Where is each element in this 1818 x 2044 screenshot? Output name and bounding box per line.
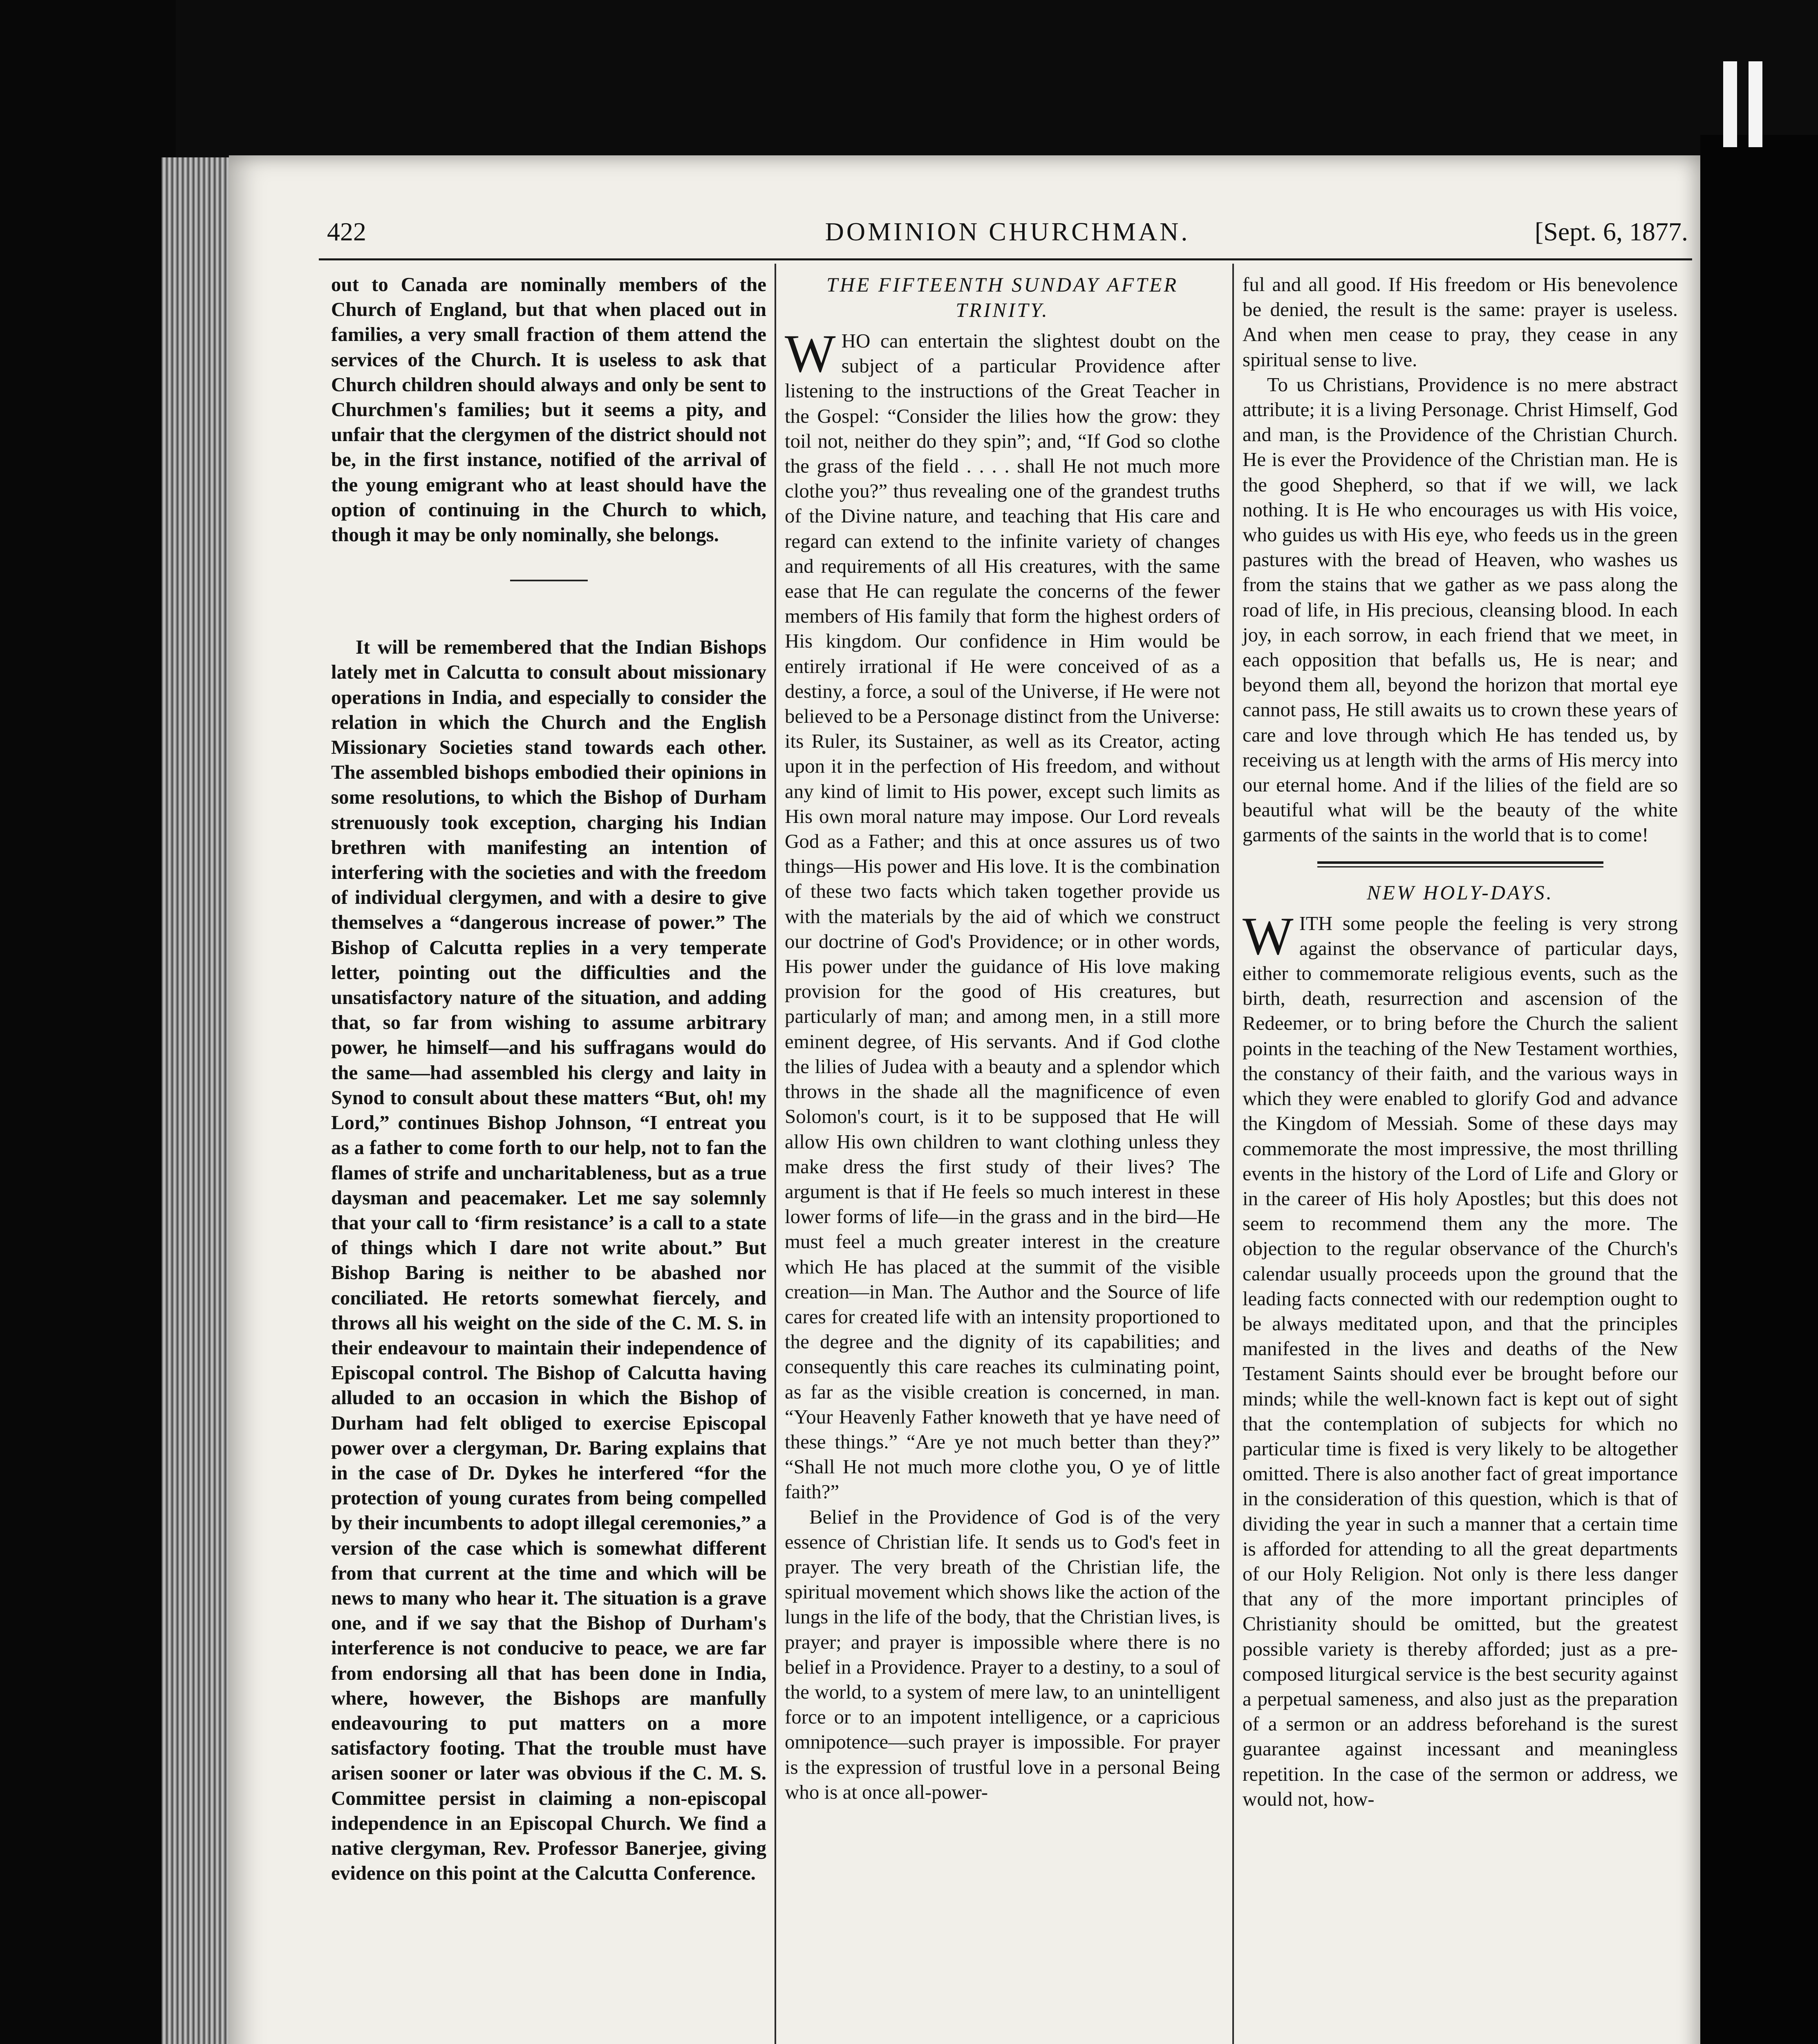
column-left — [331, 272, 766, 1885]
clip-mark-top-1 — [1723, 61, 1737, 147]
scan-background-left — [0, 0, 176, 2044]
drop-cap: W — [1243, 905, 1294, 966]
publication-title: DOMINION CHURCHMAN. — [825, 217, 1190, 246]
newspaper-page — [229, 155, 1700, 2044]
header-rule — [319, 258, 1692, 260]
page-number: 422 — [327, 217, 366, 246]
article-text: HO can entertain the slightest doubt on the subject of a particular Providence after listening to the instructions of the Great Teacher in the Gospel: “Consider the lilies how the grow: they toil not, neither do they spin”; and, “If God so clothe the grass of the field . . . . shall He not much more clothe you?” thus revealing one of the grandest truths of the Divine nature, and teaching that His care and regard can extend to the infinite variety of changes and requirements of all His creatures, with the same ease that He can regulate the concerns of the fewer members of His family that form the highest orders of His kingdom. Our confidence in Him would be entirely irrational if He were conceived of as a destiny, a force, a soul of the Universe, if He were not believed to be a Personage distinct from the Universe: its Ruler, its Sustainer, as well as its Creator, acting upon it in the perfection of His freedom, and without any kind of limit to His power, except such limits as His own moral nature may impose. Our Lord reveals God as a Father; and this at once assures us of two things—His power and His love. It is the combination of these two facts which taken together provide us with the materials by the aid of which we construct our doctrine of God's Providence; or in other words, His power under the guidance of His love making provision for the good of His creatures, but particularly of man; and among men, in a still more eminent degree, of His servants. And if God clothe the lilies of Judea with a beauty and a splendor which throws in the shade all the magnificence of even Solomon's court, is it to be supposed that He will allow His own children to want clothing unless they make dress the first study of their lives? The argument is that if He feels so much interest in these lower forms of life—in the grass and in the bird—He must feel a much greater interest in the creature which He has placed at the summit of the visible creation—in Man. The Author and the Source of life cares for created life with an intensity proportioned to the degree and the dignity of its capabilities; and consequently this care reaches its culminating point, as far as the visible creation is concerned, in man. “Your Heavenly Father knoweth that ye have need of these things.” “Are ye not much better than they?” “Shall He not much more clothe you, O ye of little faith?” — [785, 329, 1220, 1503]
section-divider — [1317, 861, 1603, 867]
column-right — [1243, 272, 1678, 1811]
article-paragraph — [1243, 905, 1678, 1811]
scan-background-right — [1700, 135, 1818, 2044]
article-paragraph: out to Canada are nominally members of the Church of England, but that when placed out in families, a very small fraction of them attend the services of the Church. It is useless to ask that Church children should always and only be sent to Churchmen's families; but it seems a pity, and unfair that the clergymen of the district should not be, in the first instance, notified of the arrival of the young emigrant who at least should have the option of continuing in the Church to which, though it may be only nominally, she belongs. — [331, 273, 766, 546]
article-paragraph: ful and all good. If His freedom or His benevolence be denied, the result is the same: prayer is useless. And when men cease to pray, they cease in any spiritual sense to live. — [1243, 273, 1678, 371]
article-paragraph — [785, 323, 1220, 1504]
article-paragraph: To us Christians, Providence is no mere abstract attribute; it is a living Personage. Christ Himself, God and man, is the Providence of the Christian Church. He is ever the Providence of the Christian man. He is the good Shepherd, so that if we will, we lack nothing. It is He who encourages us with His voice, who guides us with His eye, who feeds us in the green pastures with the bread of Heaven, who washes us from the stains that we gather as we pass along the road of life, in His precious, cleansing blood. In each joy, in each sorrow, in each friend that we meet, in each opposition that befalls us, He is near; and beyond them all, beyond the horizon that mortal eye cannot pass, He still awaits us to crown these years of care and love through which He has tended us, by receiving us at length with the arms of His mercy into our eternal home. And if the lilies of the field are so beautiful what will be the beauty of the white garments of the saints in the world that is to come! — [1243, 373, 1678, 846]
column-middle — [785, 272, 1220, 1804]
article-heading: NEW HOLY-DAYS. — [1366, 881, 1554, 904]
article-text: ITH some people the feeling is very strong against the observance of particular days, either to commemorate religious events, such as the birth, death, resurrection and ascension of the Redeemer, or to bring before the Church the salient points in the teaching of the New Testament worthies, the constancy of their faith, and the various ways in which they were enabled to glorify God and advance the Kingdom of Messiah. Some of these days may commemorate the most impressive, the most thrilling events in the history of the Lord of Life and Glory or in the career of His holy Apostles; but this does not seem to recommend them any the more. The objection to the regular observance of the Church's calendar usually proceeds upon the ground that the leading facts connected with our redemption ought to be always meditated upon, and that the principles manifested in the lives and deaths of the New Testament Saints should ever be brought before our minds; while the well-known fact is kept out of sight that the contemplation of subjects for which no particular time is fixed is very likely to be altogether omitted. There is also another fact of great importance in the consideration of this question, which is that of dividing the year in such a manner that a certain time is afforded for attending to all the great departments of our Holy Religion. Not only is there less danger that any of the more important principles of Christianity should be omitted, but the greatest possible variety is thereby afforded; just as a pre-composed liturgical service is the best security against a perpetual sameness, and also just as the preparation of a sermon or an address beforehand is the surest guarantee against incessant and meaningless repetition. In the case of the sermon or address, we would not, how- — [1243, 912, 1678, 1810]
article-paragraph: It will be remembered that the Indian Bishops lately met in Calcutta to consult about missionary operations in India, and especially to consider the relation in which the Church and the English Missionary Societies stand towards each other. The assembled bishops embodied their opinions in some resolutions, to which the Bishop of Durham strenuously took exception, charging his Indian brethren with manifesting an intention of interfering with the societies and with the freedom of individual clergymen, and with a desire to give themselves a “dangerous increase of power.” The Bishop of Calcutta replies in a very temperate letter, pointing out the difficulties and the unsatisfactory nature of the situation, and adding that, so far from wishing to assume arbitrary power, he himself—and his suffragans would do the same—had assembled his clergy and laity in Synod to consult about these matters “But, oh! my Lord,” continues Bishop Johnson, “I entreat you as a father to come forth to our help, not to fan the flames of strife and uncharitableness, but as a true daysman and peacemaker. Let me say solemnly that your call to ‘firm resistance’ is a call to a state of things which I dare not write about.” But Bishop Baring is neither to be abashed nor conciliated. He retorts somewhat fiercely, and throws all his weight on the side of the C. M. S. in their endeavour to maintain their independence of Episcopal control. The Bishop of Calcutta having alluded to an occasion in which the Bishop of Durham had felt obliged to exercise Episcopal power over a clergyman, Dr. Baring explains that in the case of Dr. Dykes he interfered “for the protection of young curates from being compelled by their incumbents to adopt illegal ceremonies,” a version of the case which is somewhat different from that current at the time and which will be news to many who hear it. The situation is a grave one, and if we say that the Bishop of Durham's interference is not conducive to peace, we are far from endorsing all that has been done in India, where, however, the Bishops are manfully endeavouring to put matters on a more satisfactory footing. That the trouble must have arisen sooner or later was obvious if the C. M. S. Committee persist in claiming a non-episcopal independence in an Episcopal Church. We find a native clergyman, Rev. Professor Banerjee, giving evidence on this point at the Calcutta Conference. — [331, 636, 766, 1885]
article-heading: THE FIFTEENTH SUNDAY AFTER TRINITY. — [826, 273, 1179, 321]
section-divider — [510, 580, 588, 581]
article-paragraph: Belief in the Providence of God is of the very essence of Christian life. It sends us to God's feet in prayer. The very breath of the Christian life, the spiritual movement which shows like the action of the lungs in the life of the body, that the Christian lives, is prayer; and prayer is impossible where there is no belief in a Providence. Prayer to a destiny, to a soul of the world, to a system of mere law, to an unintelligent force or to an impotent intelligence, or a capricious omnipotence—such prayer is impossible. For prayer is the expression of trustful love in a personal Being who is at once all-power- — [785, 1505, 1220, 1803]
column-rule-1 — [775, 264, 776, 2044]
page-header — [327, 217, 1688, 253]
drop-cap: W — [785, 323, 836, 383]
issue-date: [Sept. 6, 1877. — [1534, 217, 1688, 246]
clip-mark-top-2 — [1749, 61, 1762, 147]
column-rule-2 — [1232, 264, 1234, 2044]
